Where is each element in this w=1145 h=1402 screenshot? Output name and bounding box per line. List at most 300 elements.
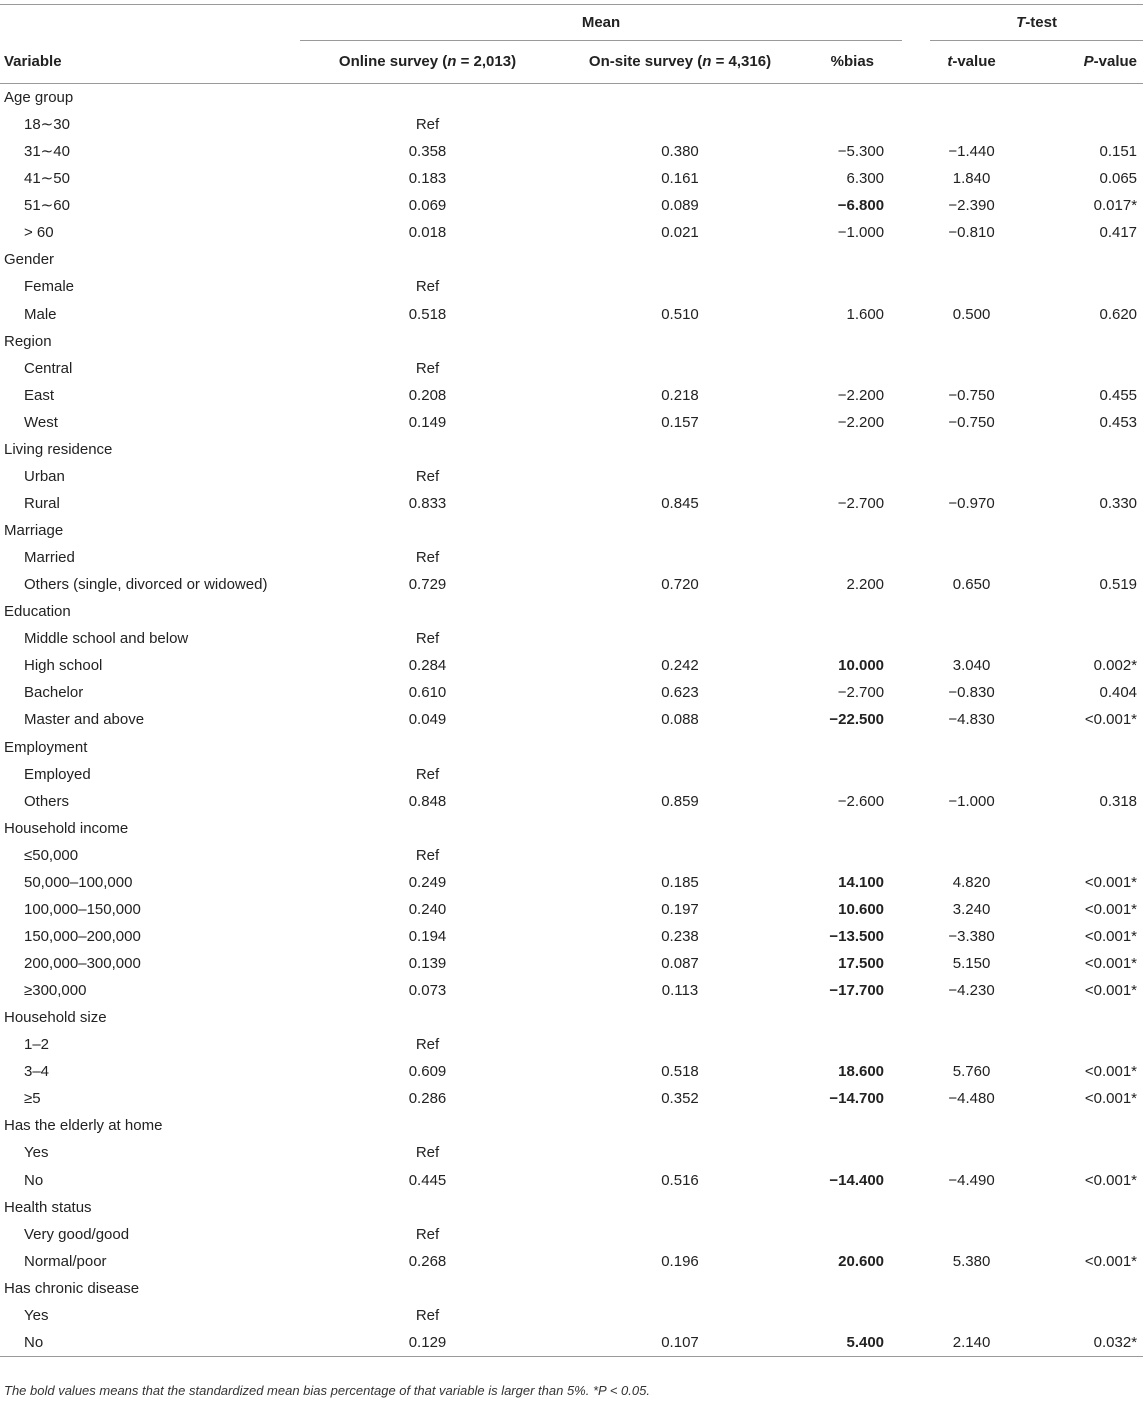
- p-value-cell: <0.001*: [1084, 1090, 1138, 1108]
- bias-cell: [805, 84, 910, 112]
- p-value-cell: [1033, 625, 1143, 652]
- online-cell: [300, 246, 555, 273]
- group-row: [0, 1112, 1143, 1139]
- online-cell: [300, 734, 555, 761]
- p-value-cell: [1033, 84, 1143, 112]
- p-value-cell: [1033, 1112, 1143, 1139]
- onsite-cell: 0.845: [661, 494, 699, 512]
- table-body: [0, 84, 1143, 1357]
- t-value-cell: −0.970: [948, 494, 995, 512]
- header-group-row: [0, 5, 1143, 42]
- p-value-cell: [1033, 328, 1143, 355]
- onsite-cell: 0.157: [661, 413, 699, 431]
- onsite-cell: 0.161: [661, 170, 699, 188]
- p-value-cell: [1033, 544, 1143, 571]
- online-cell: Ref: [415, 1306, 440, 1324]
- bias-cell: −14.700: [829, 1090, 885, 1108]
- online-cell: 0.445: [408, 1171, 447, 1189]
- t-value-cell: −3.380: [948, 927, 995, 945]
- t-value-cell: [910, 625, 1033, 652]
- online-cell: 0.268: [408, 1252, 447, 1270]
- onsite-cell: 0.510: [661, 305, 699, 323]
- onsite-cell: 0.352: [661, 1090, 699, 1108]
- online-cell: Ref: [415, 1225, 440, 1243]
- bias-cell: [805, 246, 910, 273]
- p-value-cell: 0.417: [1099, 224, 1138, 242]
- onsite-cell: [555, 842, 805, 869]
- bias-comparison-table: [0, 4, 1143, 1357]
- header-p-value: P-value: [1083, 53, 1138, 71]
- online-cell: 0.240: [408, 900, 447, 918]
- p-value-cell: 0.404: [1099, 684, 1138, 702]
- table-row: [0, 761, 1143, 788]
- t-value-cell: 5.760: [952, 1063, 991, 1081]
- variable-cell: Female: [24, 278, 75, 296]
- t-value-cell: [910, 328, 1033, 355]
- p-value-cell: [1033, 246, 1143, 273]
- table-row: [0, 706, 1143, 733]
- online-cell: 0.833: [408, 494, 447, 512]
- bias-cell: [805, 1031, 910, 1058]
- table-row: [0, 544, 1143, 571]
- onsite-cell: 0.197: [661, 900, 699, 918]
- table-footnote: The bold values means that the standardized mean bias percentage of that variable is larger than 5%. *P < 0.05.: [4, 1383, 650, 1398]
- header-column-row: [0, 41, 1143, 84]
- p-value-cell: [1033, 1194, 1143, 1221]
- onsite-cell: 0.218: [661, 386, 699, 404]
- table-row: [0, 869, 1143, 896]
- t-value-cell: −0.750: [948, 386, 995, 404]
- variable-cell: Employed: [24, 765, 91, 783]
- variable-cell: Married: [24, 549, 75, 567]
- table-row: [0, 1167, 1143, 1194]
- group-row: [0, 328, 1143, 355]
- table-row: [0, 679, 1143, 706]
- variable-cell: 3–4: [24, 1063, 50, 1081]
- bias-cell: −17.700: [829, 982, 885, 1000]
- online-cell: 0.249: [408, 873, 447, 891]
- onsite-cell: [555, 1004, 805, 1031]
- online-cell: [300, 84, 555, 112]
- header-mean-group: Mean: [300, 5, 910, 42]
- onsite-cell: [555, 111, 805, 138]
- t-value-cell: [910, 463, 1033, 490]
- online-cell: Ref: [415, 549, 440, 567]
- bias-cell: 6.300: [846, 170, 885, 188]
- t-value-cell: [910, 734, 1033, 761]
- variable-cell: Male: [24, 305, 57, 323]
- table-row: [0, 1329, 1143, 1357]
- onsite-cell: 0.516: [661, 1171, 699, 1189]
- online-cell: 0.208: [408, 386, 447, 404]
- header-ttest-group: T-test: [910, 5, 1143, 42]
- table-row: [0, 1248, 1143, 1275]
- variable-cell: Age group: [4, 89, 74, 106]
- online-cell: 0.729: [408, 576, 447, 594]
- variable-cell: 150,000–200,000: [24, 927, 141, 945]
- t-value-cell: [910, 273, 1033, 300]
- online-cell: 0.194: [408, 927, 447, 945]
- table-row: [0, 1085, 1143, 1112]
- variable-cell: Has chronic disease: [4, 1279, 140, 1297]
- p-value-cell: [1033, 436, 1143, 463]
- t-value-cell: [910, 1221, 1033, 1248]
- onsite-cell: [555, 517, 805, 544]
- onsite-cell: [555, 436, 805, 463]
- header-blank: [0, 5, 300, 42]
- group-row: [0, 1194, 1143, 1221]
- bias-cell: [805, 1004, 910, 1031]
- p-value-cell: <0.001*: [1084, 711, 1138, 729]
- t-value-cell: −4.230: [948, 982, 995, 1000]
- header-variable: Variable: [4, 53, 62, 71]
- p-value-cell: [1033, 761, 1143, 788]
- header-t-value: t-value: [947, 53, 996, 71]
- online-cell: 0.183: [408, 170, 447, 188]
- variable-cell: Very good/good: [24, 1225, 130, 1243]
- onsite-cell: [555, 463, 805, 490]
- variable-cell: Others (single, divorced or widowed): [24, 576, 268, 594]
- onsite-cell: [555, 355, 805, 382]
- t-value-cell: [910, 1004, 1033, 1031]
- bias-cell: [805, 1194, 910, 1221]
- t-value-cell: [910, 517, 1033, 544]
- onsite-cell: [555, 625, 805, 652]
- onsite-cell: [555, 1112, 805, 1139]
- t-value-cell: −0.810: [948, 224, 995, 242]
- bias-cell: 10.000: [838, 657, 885, 675]
- variable-cell: Yes: [24, 1306, 49, 1324]
- table-row: [0, 409, 1143, 436]
- variable-cell: Urban: [24, 467, 65, 485]
- variable-cell: Employment: [4, 738, 88, 756]
- bias-cell: [805, 761, 910, 788]
- bias-cell: −2.600: [837, 792, 885, 810]
- online-cell: 0.073: [408, 982, 447, 1000]
- bias-cell: −2.700: [837, 684, 885, 702]
- bias-cell: 5.400: [805, 1329, 910, 1357]
- online-cell: [300, 1194, 555, 1221]
- online-cell: Ref: [415, 1036, 440, 1054]
- online-cell: 0.286: [408, 1090, 447, 1108]
- bias-cell: −2.200: [837, 413, 885, 431]
- variable-cell: Household size: [4, 1009, 107, 1027]
- online-cell: [300, 598, 555, 625]
- online-cell: [300, 815, 555, 842]
- p-value-cell: [1033, 842, 1143, 869]
- online-cell: 0.518: [408, 305, 447, 323]
- variable-cell: Rural: [24, 494, 60, 512]
- t-value-cell: −1.440: [948, 143, 995, 161]
- table-row: [0, 896, 1143, 923]
- online-cell: 0.129: [300, 1329, 555, 1357]
- bias-cell: [805, 273, 910, 300]
- variable-cell: 41∼50: [24, 170, 70, 188]
- group-row: [0, 84, 1143, 112]
- table-row: [0, 950, 1143, 977]
- p-value-cell: [1033, 598, 1143, 625]
- variable-cell: ≥300,000: [24, 982, 87, 1000]
- variable-cell: 18∼30: [24, 116, 70, 134]
- onsite-cell: [555, 1194, 805, 1221]
- bias-cell: 17.500: [838, 955, 885, 972]
- t-value-cell: [910, 598, 1033, 625]
- onsite-cell: [555, 246, 805, 273]
- variable-cell: Middle school and below: [24, 630, 189, 648]
- onsite-cell: 0.859: [661, 792, 699, 810]
- t-value-cell: 3.240: [952, 900, 991, 918]
- onsite-cell: [555, 1275, 805, 1302]
- online-cell: 0.848: [408, 792, 447, 810]
- bias-cell: [805, 463, 910, 490]
- onsite-cell: 0.720: [661, 576, 699, 594]
- bias-cell: [805, 436, 910, 463]
- onsite-cell: [555, 544, 805, 571]
- online-cell: 0.018: [408, 224, 447, 242]
- online-cell: [300, 1112, 555, 1139]
- table-row: [0, 1139, 1143, 1166]
- t-value-cell: −4.830: [948, 711, 995, 729]
- onsite-cell: 0.623: [661, 684, 699, 702]
- variable-cell: Marriage: [4, 522, 64, 539]
- p-value-cell: [1033, 1275, 1143, 1302]
- t-value-cell: [910, 436, 1033, 463]
- t-value-cell: [910, 761, 1033, 788]
- bias-cell: [805, 815, 910, 842]
- onsite-cell: [555, 1302, 805, 1329]
- t-value-cell: 1.840: [952, 170, 991, 188]
- onsite-cell: 0.107: [555, 1329, 805, 1357]
- onsite-cell: 0.518: [661, 1063, 699, 1081]
- p-value-cell: [1033, 273, 1143, 300]
- variable-cell: Normal/poor: [24, 1252, 107, 1270]
- p-value-cell: 0.017*: [1093, 197, 1138, 215]
- p-value-cell: [1033, 815, 1143, 842]
- online-cell: 0.358: [408, 143, 447, 161]
- bias-cell: [805, 1139, 910, 1166]
- table-row: [0, 1058, 1143, 1085]
- p-value-cell: <0.001*: [1084, 1063, 1138, 1081]
- variable-cell: 100,000–150,000: [24, 900, 141, 918]
- header-online-survey: Online survey (n = 2,013): [338, 53, 517, 71]
- t-value-cell: [910, 544, 1033, 571]
- bias-cell: −6.800: [837, 197, 885, 215]
- p-value-cell: [1033, 1302, 1143, 1329]
- online-cell: Ref: [415, 278, 440, 296]
- bias-cell: −2.200: [837, 386, 885, 404]
- t-value-cell: −1.000: [948, 792, 995, 810]
- variable-cell: Others: [24, 792, 70, 810]
- group-row: [0, 246, 1143, 273]
- t-value-cell: [910, 1031, 1033, 1058]
- variable-cell: Region: [4, 332, 52, 350]
- p-value-cell: 0.065: [1099, 170, 1138, 188]
- p-value-cell: 0.002*: [1093, 657, 1138, 675]
- table-row: [0, 138, 1143, 165]
- bias-cell: [805, 1275, 910, 1302]
- variable-cell: Master and above: [24, 711, 145, 729]
- t-value-cell: 5.150: [952, 955, 991, 972]
- online-cell: 0.609: [408, 1063, 447, 1081]
- bias-cell: −5.300: [837, 143, 885, 161]
- bias-cell: [805, 328, 910, 355]
- onsite-cell: 0.380: [661, 143, 699, 161]
- bias-cell: [805, 544, 910, 571]
- online-cell: 0.284: [408, 657, 447, 675]
- p-value-cell: 0.032*: [1033, 1329, 1143, 1357]
- table-row: [0, 1302, 1143, 1329]
- bias-cell: [805, 355, 910, 382]
- group-row: [0, 815, 1143, 842]
- onsite-cell: [555, 84, 805, 112]
- variable-cell: Has the elderly at home: [4, 1117, 163, 1135]
- online-cell: Ref: [415, 630, 440, 648]
- p-value-cell: 0.455: [1099, 386, 1138, 404]
- table-row: [0, 111, 1143, 138]
- bias-cell: −13.500: [829, 927, 885, 945]
- onsite-cell: [555, 1221, 805, 1248]
- variable-cell: 31∼40: [24, 143, 70, 161]
- online-cell: Ref: [415, 467, 440, 485]
- t-value-cell: [910, 1112, 1033, 1139]
- p-value-cell: <0.001*: [1084, 900, 1138, 918]
- variable-cell: 50,000–100,000: [24, 873, 133, 891]
- p-value-cell: [1033, 355, 1143, 382]
- bias-cell: [805, 1302, 910, 1329]
- t-value-cell: 0.500: [952, 305, 991, 323]
- table-row: [0, 382, 1143, 409]
- onsite-cell: [555, 815, 805, 842]
- online-cell: [300, 1275, 555, 1302]
- t-value-cell: [910, 246, 1033, 273]
- bias-cell: 1.600: [846, 305, 885, 323]
- bias-cell: [805, 734, 910, 761]
- onsite-cell: 0.087: [661, 955, 699, 972]
- bias-cell: [805, 111, 910, 138]
- bias-cell: [805, 1221, 910, 1248]
- p-value-cell: <0.001*: [1084, 1252, 1138, 1270]
- variable-cell: No: [24, 1171, 44, 1189]
- variable-cell: Yes: [24, 1144, 49, 1162]
- bias-cell: [805, 625, 910, 652]
- online-cell: Ref: [415, 765, 440, 783]
- onsite-cell: [555, 734, 805, 761]
- variable-cell: No: [0, 1329, 300, 1357]
- bias-cell: 20.600: [838, 1252, 885, 1270]
- variable-cell: Education: [4, 603, 71, 621]
- table-row: [0, 923, 1143, 950]
- t-value-cell: −2.390: [948, 197, 995, 215]
- bias-cell: [805, 517, 910, 544]
- online-cell: [300, 1004, 555, 1031]
- t-value-cell: [910, 355, 1033, 382]
- variable-cell: Living residence: [4, 440, 113, 458]
- bias-cell: 2.200: [846, 576, 885, 594]
- variable-cell: ≤50,000: [24, 846, 79, 864]
- table-row: [0, 625, 1143, 652]
- table-row: [0, 301, 1143, 328]
- group-row: [0, 436, 1143, 463]
- header-bias: %bias: [830, 53, 875, 71]
- onsite-cell: [555, 761, 805, 788]
- table-row: [0, 571, 1143, 598]
- variable-cell: West: [24, 413, 58, 431]
- table-row: [0, 788, 1143, 815]
- onsite-cell: [555, 273, 805, 300]
- p-value-cell: 0.519: [1099, 576, 1138, 594]
- table-row: [0, 192, 1143, 219]
- group-row: [0, 1275, 1143, 1302]
- online-cell: 0.069: [408, 197, 447, 215]
- t-value-cell: 0.650: [952, 576, 991, 594]
- t-value-cell: [910, 1275, 1033, 1302]
- variable-cell: East: [24, 386, 55, 404]
- variable-cell: Gender: [4, 251, 55, 269]
- t-value-cell: −4.490: [948, 1171, 995, 1189]
- header-onsite-survey: On-site survey (n = 4,316): [588, 53, 772, 71]
- bias-cell: 10.600: [838, 900, 885, 918]
- t-value-cell: [910, 842, 1033, 869]
- t-value-cell: −0.830: [948, 684, 995, 702]
- bias-cell: 14.100: [838, 873, 885, 891]
- onsite-cell: 0.113: [661, 982, 699, 1000]
- variable-cell: Bachelor: [24, 684, 84, 702]
- p-value-cell: 0.453: [1099, 413, 1138, 431]
- bias-cell: [805, 842, 910, 869]
- table-row: [0, 165, 1143, 192]
- p-value-cell: [1033, 517, 1143, 544]
- table-row: [0, 1031, 1143, 1058]
- t-value-cell: [910, 815, 1033, 842]
- online-cell: 0.049: [408, 711, 447, 729]
- onsite-cell: 0.021: [661, 224, 699, 242]
- table-row: [0, 490, 1143, 517]
- p-value-cell: <0.001*: [1084, 955, 1138, 972]
- variable-cell: High school: [24, 657, 103, 675]
- p-value-cell: [1033, 1221, 1143, 1248]
- onsite-cell: [555, 598, 805, 625]
- table-row: [0, 1221, 1143, 1248]
- bias-cell: [805, 598, 910, 625]
- table-row: [0, 652, 1143, 679]
- onsite-cell: 0.196: [661, 1252, 699, 1270]
- table-row: [0, 977, 1143, 1004]
- onsite-cell: [555, 1139, 805, 1166]
- bias-cell: −2.700: [837, 494, 885, 512]
- p-value-cell: [1033, 463, 1143, 490]
- t-value-cell: −4.480: [948, 1090, 995, 1108]
- t-value-cell: 2.140: [910, 1329, 1033, 1357]
- p-value-cell: 0.620: [1099, 305, 1138, 323]
- t-value-cell: [910, 84, 1033, 112]
- online-cell: 0.139: [408, 955, 447, 972]
- bias-cell: −14.400: [829, 1171, 885, 1189]
- p-value-cell: [1033, 734, 1143, 761]
- online-cell: Ref: [415, 116, 440, 134]
- p-value-cell: [1033, 1031, 1143, 1058]
- variable-cell: Health status: [4, 1198, 92, 1216]
- p-value-cell: 0.151: [1099, 143, 1138, 161]
- t-value-cell: 3.040: [952, 657, 991, 675]
- table-row: [0, 842, 1143, 869]
- p-value-cell: <0.001*: [1084, 873, 1138, 891]
- p-value-cell: [1033, 111, 1143, 138]
- online-cell: [300, 328, 555, 355]
- t-value-cell: −0.750: [948, 413, 995, 431]
- online-cell: Ref: [415, 1144, 440, 1162]
- variable-cell: 51∼60: [24, 197, 70, 215]
- online-cell: 0.610: [408, 684, 447, 702]
